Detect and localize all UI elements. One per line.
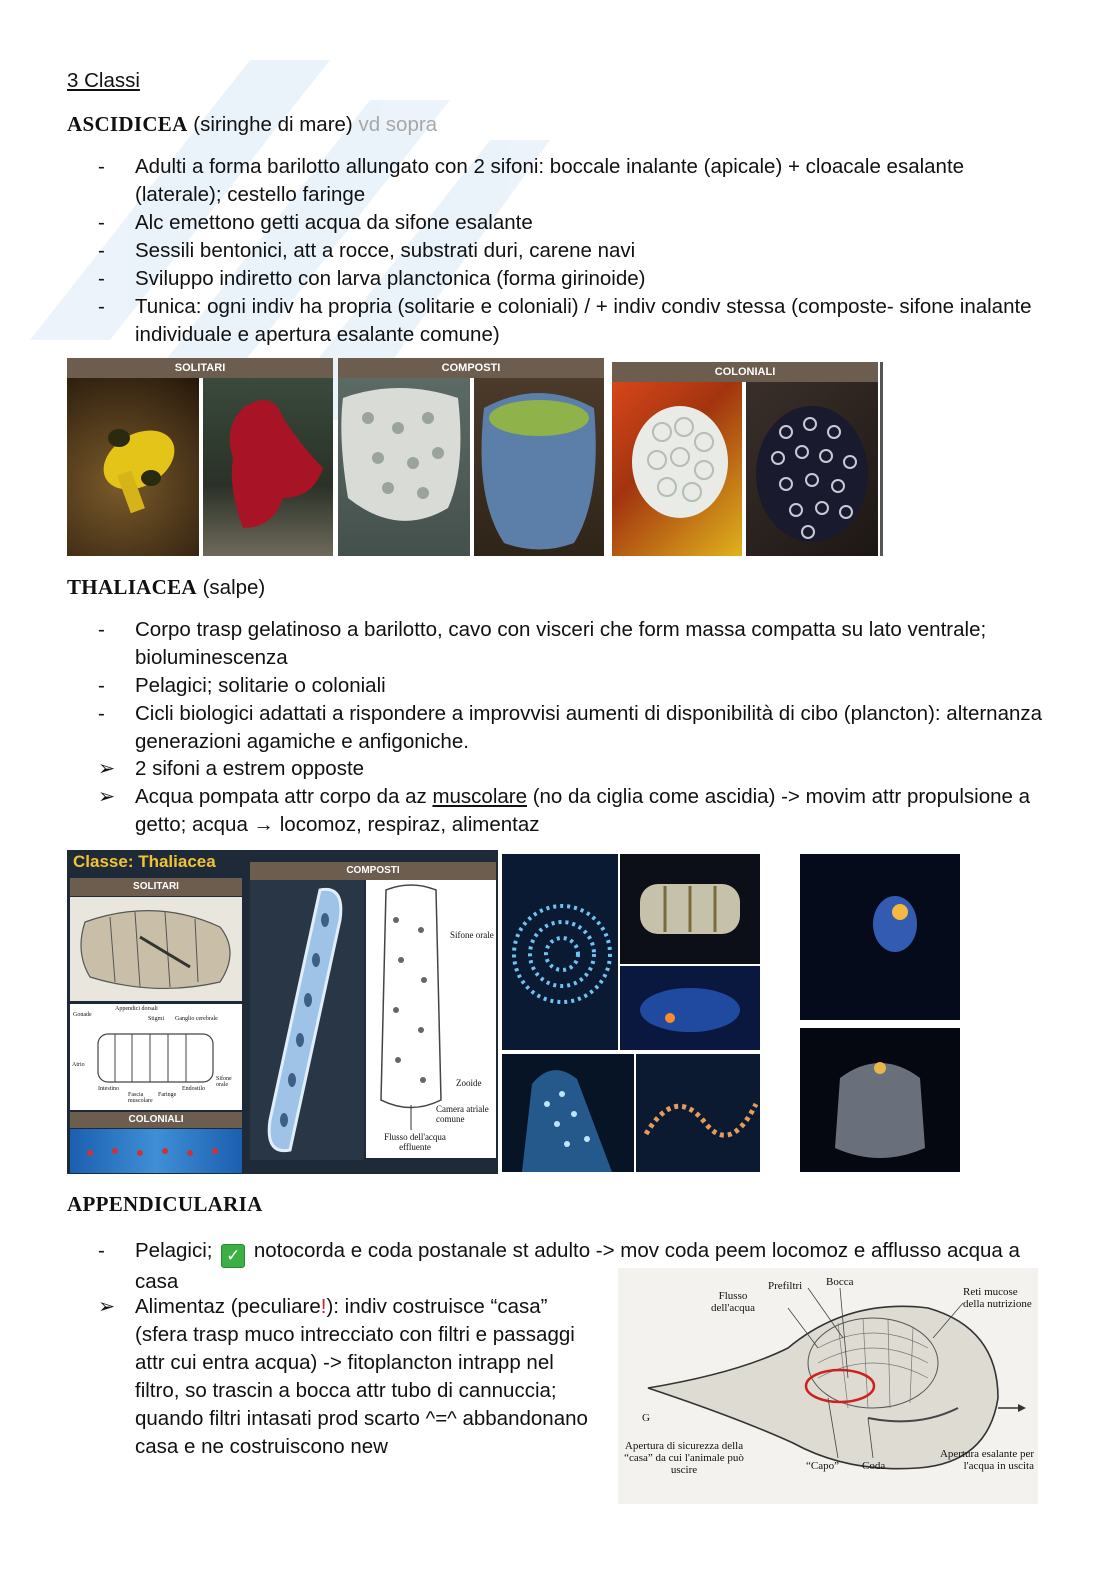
label-fascia: Fascia muscolare xyxy=(128,1092,153,1104)
photo-colony-tip xyxy=(502,1054,634,1172)
arrow-bullet: ➢ xyxy=(98,757,116,780)
label-prefiltri: Prefiltri xyxy=(768,1280,803,1292)
banner-coloniali: COLONIALI xyxy=(70,1112,242,1128)
dash-bullet: - xyxy=(98,1239,105,1262)
heading-name: APPENDICULARIA xyxy=(67,1192,263,1216)
arrow-symbol: → xyxy=(253,813,275,836)
label-stigmi: Stigmi xyxy=(148,1016,165,1022)
label-gonade: Gonade xyxy=(73,1012,92,1018)
heading-sub: (siringhe di mare) xyxy=(187,113,359,136)
label-capo: “Capo” xyxy=(806,1460,839,1472)
text-part: locomoz, respiraz, alimentaz xyxy=(274,813,540,836)
label-flusso-effluente: Flusso dell'acqua effluente xyxy=(384,1132,446,1152)
label-g: G xyxy=(642,1412,650,1424)
heading-name: THALIACEA xyxy=(67,575,197,599)
salp-labeled-diagram xyxy=(70,1004,242,1110)
arrow-bullet: ➢ xyxy=(98,785,116,808)
exclamation-mark: ! xyxy=(320,1295,327,1318)
dash-bullet: - xyxy=(98,267,105,290)
photo-yellow-ascidian xyxy=(67,378,199,556)
photo-blue-composite xyxy=(474,378,604,556)
text-part: ): indiv costruisce “casa” (sfera trasp muco intrecciato con filtri e passaggi attr cui entra acqua) -> fitoplancton intrapp nel filtro, so trascin a bocca attr tubo di cannuccia; quando filtri intasati prod scarto ^=^ abbandonano casa e ne costruiscono new xyxy=(135,1295,588,1458)
photo-white-composite xyxy=(338,378,470,556)
label-ganglio: Ganglio cerebrale xyxy=(175,1016,218,1022)
list-item: Sessili bentonici, att a rocce, substrati duri, carene navi xyxy=(135,239,636,262)
underlined-word: muscolare xyxy=(432,785,527,808)
photo-dark-colonial xyxy=(746,382,878,556)
label-sifone-orale-small: Sifone orale xyxy=(216,1076,232,1088)
label-camera-atriale: Camera atriale comune xyxy=(436,1104,489,1124)
photo-spiral-colony xyxy=(502,854,618,1050)
heading-sub: (salpe) xyxy=(196,576,266,599)
label-bocca: Bocca xyxy=(826,1276,854,1288)
section-heading-appendicularia xyxy=(67,1190,263,1219)
label-reti: Reti mucose della nutrizione xyxy=(963,1286,1032,1310)
list-item: Adulti a forma barilotto allungato con 2 sifoni: boccale inalante (apicale) + cloacale esalante (laterale); cestello faringe xyxy=(135,155,965,206)
banner-coloniali: COLONIALI xyxy=(612,362,878,382)
photo-red-ascidian xyxy=(203,378,333,556)
dash-bullet: - xyxy=(98,211,105,234)
dash-bullet: - xyxy=(98,155,105,178)
label-endostilo: Endostilo xyxy=(182,1086,206,1092)
list-item xyxy=(135,1293,600,1461)
dash-bullet: - xyxy=(98,702,105,725)
dash-bullet: - xyxy=(98,674,105,697)
text-part: Acqua pompata attr corpo da az xyxy=(135,785,433,808)
label-faringe: Faringe xyxy=(158,1092,177,1098)
section-heading-ascidicea xyxy=(67,110,437,139)
text-part: notocorda e coda postanale st adulto -> mov coda peem locomoz e afflusso acqua a casa xyxy=(135,1239,1020,1293)
pyrosome-diagram xyxy=(366,880,496,1158)
page-title: 3 Classi xyxy=(67,69,140,92)
label-appendici: Appendici dorsali xyxy=(115,1006,158,1012)
banner-composti: COMPOSTI xyxy=(250,862,496,880)
label-apertura-sicurezza: Apertura di sicurezza della “casa” da cui l'animale può uscire xyxy=(624,1440,744,1476)
photo-pyrosome xyxy=(250,880,364,1160)
checkmark-icon: ✓ xyxy=(221,1244,245,1268)
dash-bullet: - xyxy=(98,295,105,318)
list-item: Tunica: ogni indiv ha propria (solitarie e coloniali) / + indiv condiv stessa (composte- sifone inalante individuale e apertura esalante comune) xyxy=(135,295,1032,346)
list-item xyxy=(135,783,1050,839)
heading-name: ASCIDICEA xyxy=(67,112,188,136)
text-part: Alimentaz (peculiare xyxy=(135,1295,321,1318)
list-item: 2 sifoni a estrem opposte xyxy=(135,757,365,780)
label-flusso: Flusso dell'acqua xyxy=(710,1290,756,1314)
label-zooide: Zooide xyxy=(456,1078,482,1088)
panel-title: Classe: Thaliacea xyxy=(73,852,216,871)
section-heading-thaliacea xyxy=(67,573,265,602)
appendicularia-house-diagram xyxy=(618,1268,1038,1504)
list-item: Cicli biologici adattati a rispondere a improvvisi aumenti di disponibilità di cibo (plancton): alternanza generazioni agamiche e anfigoniche. xyxy=(135,702,1043,753)
label-intestino: Intestino xyxy=(98,1086,119,1092)
figure-edge xyxy=(880,362,883,556)
arrow-bullet: ➢ xyxy=(98,1295,116,1318)
dash-bullet: - xyxy=(98,618,105,641)
list-item: Sviluppo indiretto con larva planctonica (forma girinoide) xyxy=(135,267,646,290)
list-item: Corpo trasp gelatinoso a barilotto, cavo con visceri che form massa compatta su lato ventrale; bioluminescenza xyxy=(135,618,987,669)
banner-composti: COMPOSTI xyxy=(338,358,604,378)
photo-white-colonial xyxy=(612,382,742,556)
photo-transparent-salp xyxy=(800,1028,960,1172)
salp-solitary-drawing xyxy=(70,897,242,1001)
heading-note: vd sopra xyxy=(358,113,438,136)
photo-colonial-chain xyxy=(70,1129,242,1173)
dash-bullet: - xyxy=(98,239,105,262)
label-atrio: Atrio xyxy=(72,1062,85,1068)
label-sifone-orale: Sifone orale xyxy=(450,930,494,940)
text-part: Pelagici; xyxy=(135,1239,219,1262)
photo-salp-chain xyxy=(636,1054,760,1172)
label-coda: Coda xyxy=(862,1460,886,1472)
label-apertura-esalante: Apertura esalante per l'acqua in uscita xyxy=(939,1448,1034,1472)
list-item: Pelagici; solitarie o coloniali xyxy=(135,674,386,697)
banner-solitari: SOLITARI xyxy=(67,358,333,378)
text-part: (no da ciglia come ascidia) -> movim attr propulsione a getto; acqua xyxy=(135,785,1031,836)
list-item: Alc emettono getti acqua da sifone esalante xyxy=(135,211,533,234)
photo-blue-salp xyxy=(620,966,760,1050)
photo-salp-barrel xyxy=(620,854,760,964)
banner-solitari: SOLITARI xyxy=(70,878,242,896)
photo-doliolid xyxy=(800,854,960,1020)
